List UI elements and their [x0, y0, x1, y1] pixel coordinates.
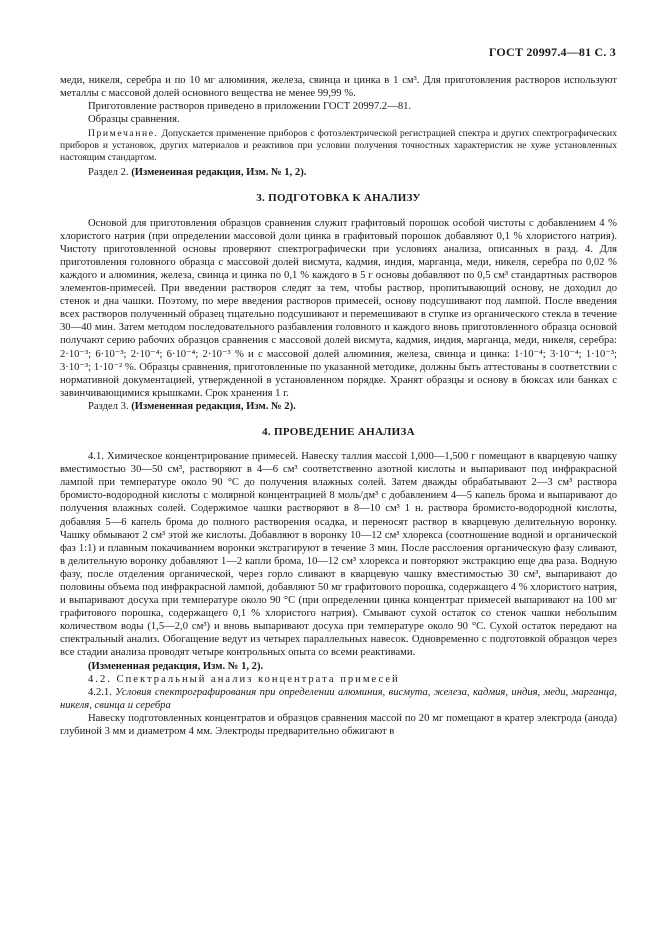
revision-text: (Измененная редакция, Изм. № 1, 2). [131, 167, 307, 179]
clause-4-2-1-body: Навеску подготовленных концентратов и образцов сравнения массой по 20 мг помещают в кратер электрода (анода) глубиной 3 мм и диаметром 4 мм. Электроды предварительно обжигают в [60, 712, 617, 738]
section3-body: Основой для приготовления образцов сравнения служит графитовый порошок особой чистоты с добавлением 4 % хлористого натрия (при определении массовой доли цинка в графитовый порошок добавляют 0,1 % хлористого натрия). Чистоту приготовленной основы проверяют спектрографически при условиях анализа, описанных в разд. 4. Для приготовления головного образца с массовой долей висмута, кадмия, индия, марганца, меди, никеля, серебра по 0,02 % каждого и алюминия, железа, свинца и цинка по 0,1 % каждого в 5 г основы добавляют по 0,5 см³ стандартных растворов элементов-примесей. При введении растворов следят за тем, чтобы раствор, пропитывающий основу, не доходил до стенок и дна чашки. Поэтому, по мере введения растворов примесей, основу подсушивают под лампой. После введения всех растворов полученный образец тщательно подсушивают и перемешивают в ступке из органического стекла в течение 30—40 мин. Затем методом последовательного разбавления головного и каждого вновь приготовленного образца основой получают серию рабочих образцов сравнения с массовой долей висмута, кадмия, индия, марганца, меди, никеля, серебра: 2·10⁻³; 6·10⁻³; 2·10⁻⁴; 6·10⁻⁴; 2·10⁻³ % и с массовой долей алюминия, железа, свинца и цинка: 1·10⁻⁴; 3·10⁻⁴; 1·10⁻³; 3·10⁻³; 1·10⁻² %. Образцы сравнения, приготовленные по указанной методике, должны быть аттестованы в соответствии с нормативной документацией, утвержденной в установленном порядке. Хранят образцы и основу в бюксах или банках с завинчивающимися крышками. Срок хранения 1 г. [60, 217, 617, 399]
revision-text: (Измененная редакция, Изм. № 2). [131, 400, 296, 412]
section3-revision [60, 400, 617, 413]
section3-title: 3. ПОДГОТОВКА К АНАЛИЗУ [256, 192, 421, 205]
note-text: Допускается применение приборов с фотоэлектрической регистрацией спектра и других спектрографических приборов и установок, других материалов и реактивов при условии получения точностных характеристик не хуже установленных настоящим стандартом. [60, 128, 617, 164]
section4-title: 4. ПРОВЕДЕНИЕ АНАЛИЗА [262, 425, 415, 438]
note-label: Примечание. [88, 128, 159, 140]
section2-revision [60, 166, 617, 179]
clause-4-2: 4.2. Спектральный анализ концентрата примесей [88, 673, 400, 685]
page-header: ГОСТ 20997.4—81 С. 3 [488, 45, 616, 59]
note-paragraph [60, 128, 617, 164]
solutions-reference: Приготовление растворов приведено в приложении ГОСТ 20997.2—81. [88, 101, 412, 113]
clause-4-2-1-title: Условия спектрографирования при определении алюминия, висмута, железа, кадмия, индия, меди, марганца, никеля, свинца и серебра [60, 686, 617, 711]
revision-prefix: Раздел 2. [88, 167, 132, 179]
intro-paragraph: меди, никеля, серебра и по 10 мг алюминия, железа, свинца и цинка в 1 см³. Для приготовления растворов используют металлы с массовой долей основного вещества не менее 99,99 %. [60, 75, 617, 100]
document-body [60, 74, 617, 738]
comparison-samples-label: Образцы сравнения. [88, 114, 180, 126]
clause-4-2-1-number: 4.2.1. [88, 686, 116, 698]
revision-prefix: Раздел 3. [88, 400, 132, 412]
clause-4-1-revision: (Измененная редакция, Изм. № 1, 2). [88, 660, 264, 672]
clause-4-1: 4.1. Химическое концентрирование примесей. Навеску таллия массой 1,000—1,500 г помещают в кварцевую чашку вместимостью 30—50 см³, растворяют в 4—6 см³ соответственно азотной кислоты и выпаривают под инфракрасной лампой при температуре около 90 °С до получения влажных солей. Затем дважды обрабатывают 2—3 см³ раствора бромисто-водородной кислоты с молярной концентрацией 8 моль/дм³ с добавлением 4—5 капель брома и выпаривают до получения влажных солей. Содержимое чашки растворяют в 8—10 см³ 1 н. раствора бромисто-водородной кислоты, добавляя 5—6 капель брома до полного растворения осадка, и переносят раствор в кварцевую делительную воронку. Чашку обмывают 2 см³ этой же кислоты. Добавляют в воронку 10—12 см³ хлорекса (соотношение водной и органической фаз 1:1) и плавным покачиванием воронки экстрагируют в течение 3 мин. После расслоения органическую фазу сливают, в делительную воронку добавляют 1—2 капли брома, 10—12 см³ хлорекса и повторяют экстракцию еще два раза. Водную фазу, после отделения органической, через горло сливают в кварцевую чашку вместимостью 30 см³, выпаривают до половины объема под инфракрасной лампой, добавляют 50 мг графитового порошка, содержащего 4 % хлористого натрия, и выпаривают досуха при температуре около 90 °С (при определении цинка концентрат примесей выпаривают на 100 мг графитового порошка, содержащего 0,1 % хлористого натрия). Смывают сухой остаток со стенок чашки небольшим количеством воды (1,5—2,0 см³) и вновь выпаривают досуха при температуре около 90 °С. Сухой остаток передают на спектральный анализ. Обогащение ведут из четырех параллельных навесок. Одновременно с подготовкой образцов через все стадии анализа проводят четыре контрольных опыта со всеми реактивами. [60, 451, 617, 659]
clause-4-2-1 [60, 686, 617, 712]
